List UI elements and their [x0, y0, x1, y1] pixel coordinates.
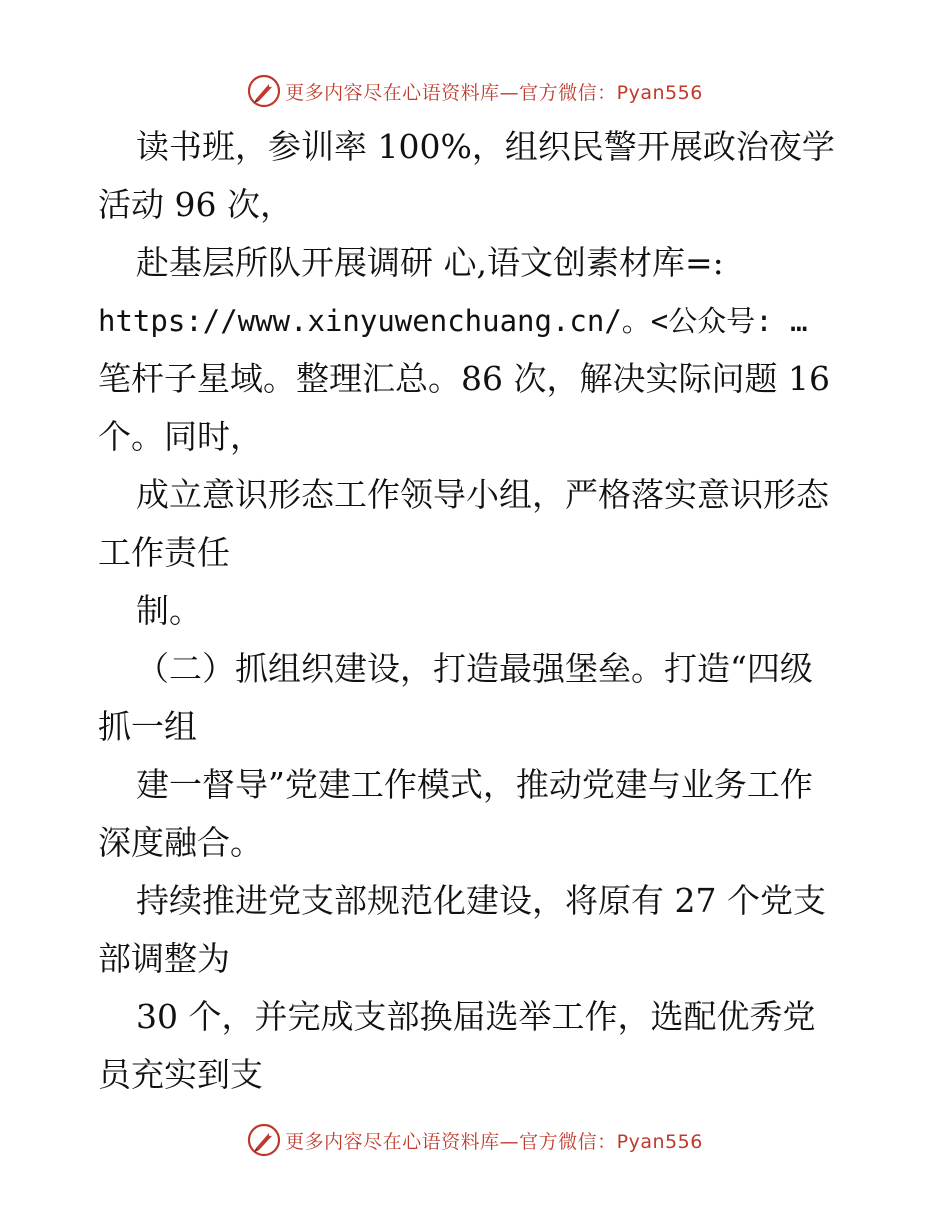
text-line: 部调整为 — [98, 939, 230, 978]
document-body — [98, 118, 858, 1104]
text-line: 抓一组 — [98, 707, 197, 746]
text-line: https://www.xinyuwenchuang.cn/。<公众号: … — [98, 304, 808, 338]
text-line: 建一督导”党建工作模式，推动党建与业务工作 — [136, 765, 813, 804]
header-banner-text: 更多内容尽在心语资料库—官方微信：Pyan556 — [285, 81, 703, 104]
text-line: 持续推进党支部规范化建设，将原有 27 个党支 — [136, 881, 826, 920]
text-line: 30 个，并完成支部换届选举工作，选配优秀党 — [136, 997, 816, 1036]
text-line: 制。 — [136, 591, 202, 630]
footer-wechat-id: Pyan556 — [616, 1130, 703, 1153]
text-line: 笔杆子星域。整理汇总。86 次，解决实际问题 16 — [98, 359, 830, 398]
footer-banner-text: 更多内容尽在心语资料库—官方微信：Pyan556 — [285, 1130, 703, 1153]
header-wechat-id: Pyan556 — [616, 81, 703, 104]
text-line: 活动 96 次， — [98, 185, 293, 224]
text-line: 工作责任 — [98, 533, 230, 572]
header-banner — [0, 73, 950, 109]
text-line: 成立意识形态工作领导小组，严格落实意识形态 — [136, 475, 829, 514]
footer-banner — [0, 1122, 950, 1158]
pen-logo-icon — [247, 74, 281, 108]
text-line: 员充实到支 — [98, 1055, 263, 1094]
pen-logo-icon — [247, 1123, 281, 1157]
text-line: （二）抓组织建设，打造最强堡垒。打造“四级 — [136, 649, 813, 688]
text-line: 深度融合。 — [98, 823, 263, 862]
text-line: 赴基层所队开展调研 心,语文创素材库=: — [136, 243, 724, 282]
text-line: 个。同时， — [98, 417, 263, 456]
text-line: 读书班，参训率 100%，组织民警开展政治夜学 — [136, 127, 835, 166]
